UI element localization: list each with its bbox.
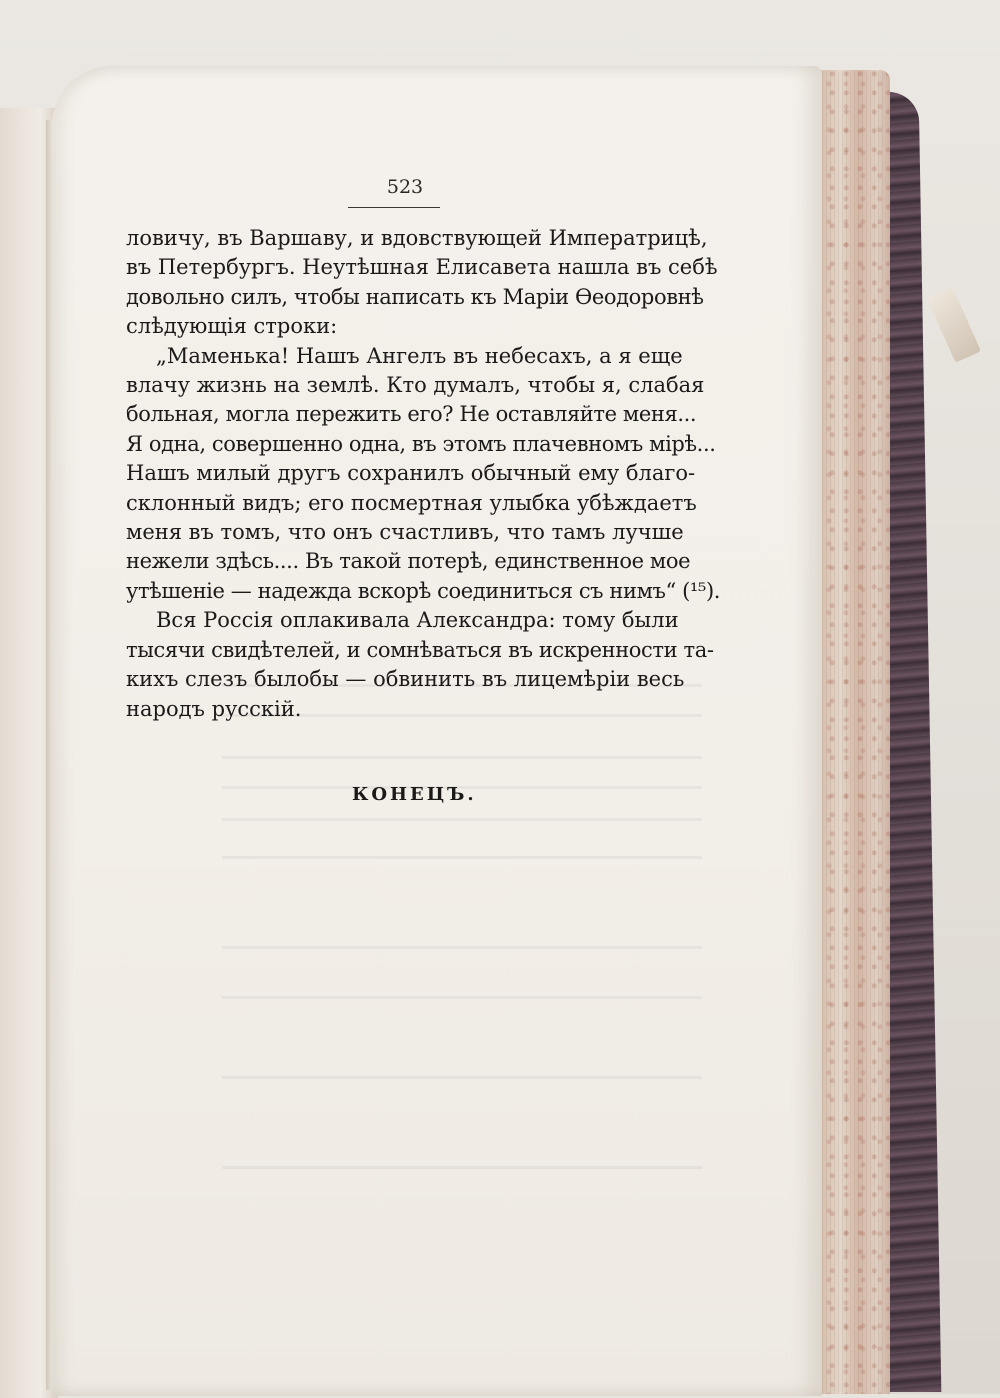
text-line: нежели здѣсь.... Въ такой потерѣ, единственное мое xyxy=(126,549,691,574)
text-line: ловичу, въ Варшаву, и вдовствующей Императрицѣ, xyxy=(126,226,708,250)
text-line: склонный видъ; его посмертная улыбка убѣждаетъ xyxy=(126,490,697,515)
text-line: слѣдующія строки: xyxy=(126,314,338,339)
page-number-rule xyxy=(348,207,440,208)
bleed-through-line xyxy=(222,818,702,821)
text-line: утѣшеніе — надежда вскорѣ соединиться съ нимъ“ (¹⁵). xyxy=(126,578,721,603)
text-line: Вся Россія оплакивала Александра: тому были xyxy=(156,608,679,633)
bleed-through-line xyxy=(222,1166,702,1169)
bleed-through-line xyxy=(222,946,702,949)
text-line: довольно силъ, чтобы написать къ Маріи Ѳеодоровнѣ xyxy=(126,284,704,309)
text-line: Я одна, совершенно одна, въ этомъ плачевномъ мірѣ... xyxy=(126,431,716,456)
bleed-through-line xyxy=(222,756,702,759)
text-line: народъ русскій. xyxy=(126,696,302,721)
text-line: влачу жизнь на землѣ. Кто думалъ, чтобы я, слабая xyxy=(126,373,705,398)
text-line: „Маменька! Нашъ Ангелъ въ небесахъ, а я еще xyxy=(156,343,683,368)
bleed-through-line xyxy=(222,856,702,859)
bleed-through-line xyxy=(222,996,702,999)
page-number: 523 xyxy=(386,176,424,198)
text-line: въ Петербургъ. Неутѣшная Елисавета нашла въ себѣ xyxy=(126,255,718,280)
bleed-through-line xyxy=(222,1076,702,1079)
text-line: меня въ томъ, что онъ счастливъ, что тамъ лучше xyxy=(126,520,684,545)
text-line: тысячи свидѣтелей, и сомнѣваться въ искренности та- xyxy=(126,637,714,662)
text-line: больная, могла пережить его? Не оставляйте меня... xyxy=(126,402,697,427)
text-line: Нашъ милый другъ сохранилъ обычный ему благо- xyxy=(126,461,696,486)
body-text xyxy=(126,224,721,724)
text-line: кихъ слезъ былобы — обвинить въ лицемѣріи весь xyxy=(126,667,685,692)
end-mark: КОНЕЦЪ. xyxy=(352,784,477,805)
